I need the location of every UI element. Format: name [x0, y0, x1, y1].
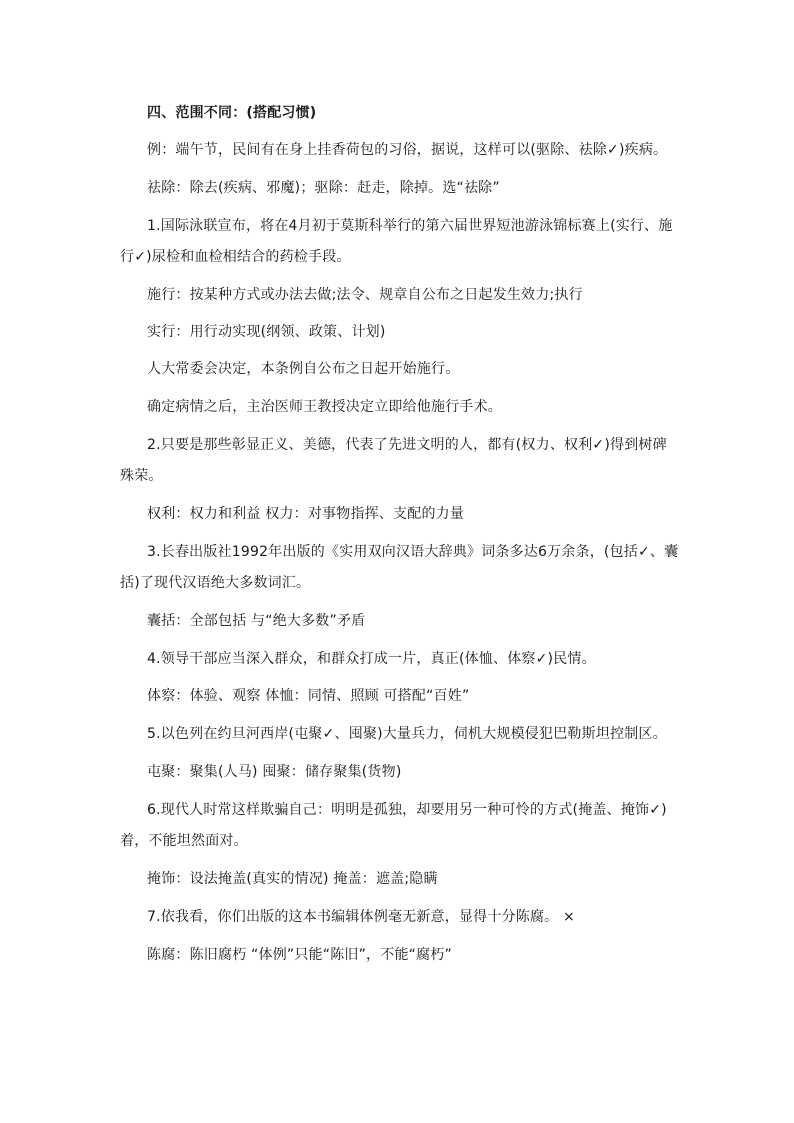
paragraph-definition: 陈腐：陈旧腐朽 “体例”只能“陈旧”，不能“腐朽”: [147, 947, 452, 963]
paragraph-definition: 掩饰：设法掩盖(真实的情况) 掩盖：遮盖;隐瞒: [147, 871, 438, 887]
paragraph-example: 例：端午节，民间有在身上挂香荷包的习俗，据说，这样可以(驱除、祛除✓)疾病。: [147, 142, 668, 158]
paragraph-item-3: 3.长春出版社1992年出版的《实用双向汉语大辞典》词条多达6万余条，(包括✓、囊括)了现代汉语绝大多数词汇。: [120, 544, 679, 591]
paragraph-item-4: 4.领导干部应当深入群众，和群众打成一片，真正(体恤、体察✓)民情。: [147, 651, 596, 667]
paragraph-item-6: 6.现代人时常这样欺骗自己：明明是孤独，却要用另一种可怜的方式(掩盖、掩饰✓)着，不能坦然面对。: [120, 802, 667, 849]
paragraph-example-sentence: 确定病情之后，主治医师王教授决定立即给他施行手术。: [147, 399, 502, 415]
paragraph-item-7: 7.依我看，你们出版的这本书编辑体例毫无新意，显得十分陈腐。 ×: [147, 909, 575, 925]
paragraph-item-5: 5.以色列在约旦河西岸(屯聚✓、囤聚)大量兵力，伺机大规模侵犯巴勒斯坦控制区。: [147, 726, 667, 742]
section-title: 四、范围不同：(搭配习惯): [147, 105, 317, 121]
paragraph-example-sentence: 人大常委会决定，本条例自公布之日起开始施行。: [147, 361, 460, 377]
paragraph-definition: 实行：用行动实现(纲领、政策、计划): [147, 324, 386, 340]
paragraph-definition: 囊括：全部包括 与“绝大多数”矛盾: [147, 613, 366, 629]
paragraph-definition: 屯聚：聚集(人马) 囤聚：储存聚集(货物): [147, 764, 402, 780]
paragraph-definition: 权利：权力和利益 权力：对事物指挥、支配的力量: [147, 506, 465, 522]
paragraph-item-2: 2.只要是那些彰显正义、美德，代表了先进文明的人，都有(权力、权利✓)得到树碑殊荣。: [120, 437, 667, 484]
paragraph-definition: 施行：按某种方式或办法去做;法令、规章自公布之日起发生效力;执行: [147, 287, 583, 303]
paragraph-item-1: 1.国际泳联宣布，将在4月初于莫斯科举行的第六届世界短池游泳锦标赛上(实行、施行✓)尿检和血检相结合的药检手段。: [120, 218, 673, 265]
paragraph-explanation: 祛除：除去(疾病、邪魔)；驱除：赶走，除掉。选“祛除”: [147, 180, 500, 196]
paragraph-definition: 体察：体验、观察 体恤：同情、照顾 可搭配“百姓”: [147, 688, 470, 704]
